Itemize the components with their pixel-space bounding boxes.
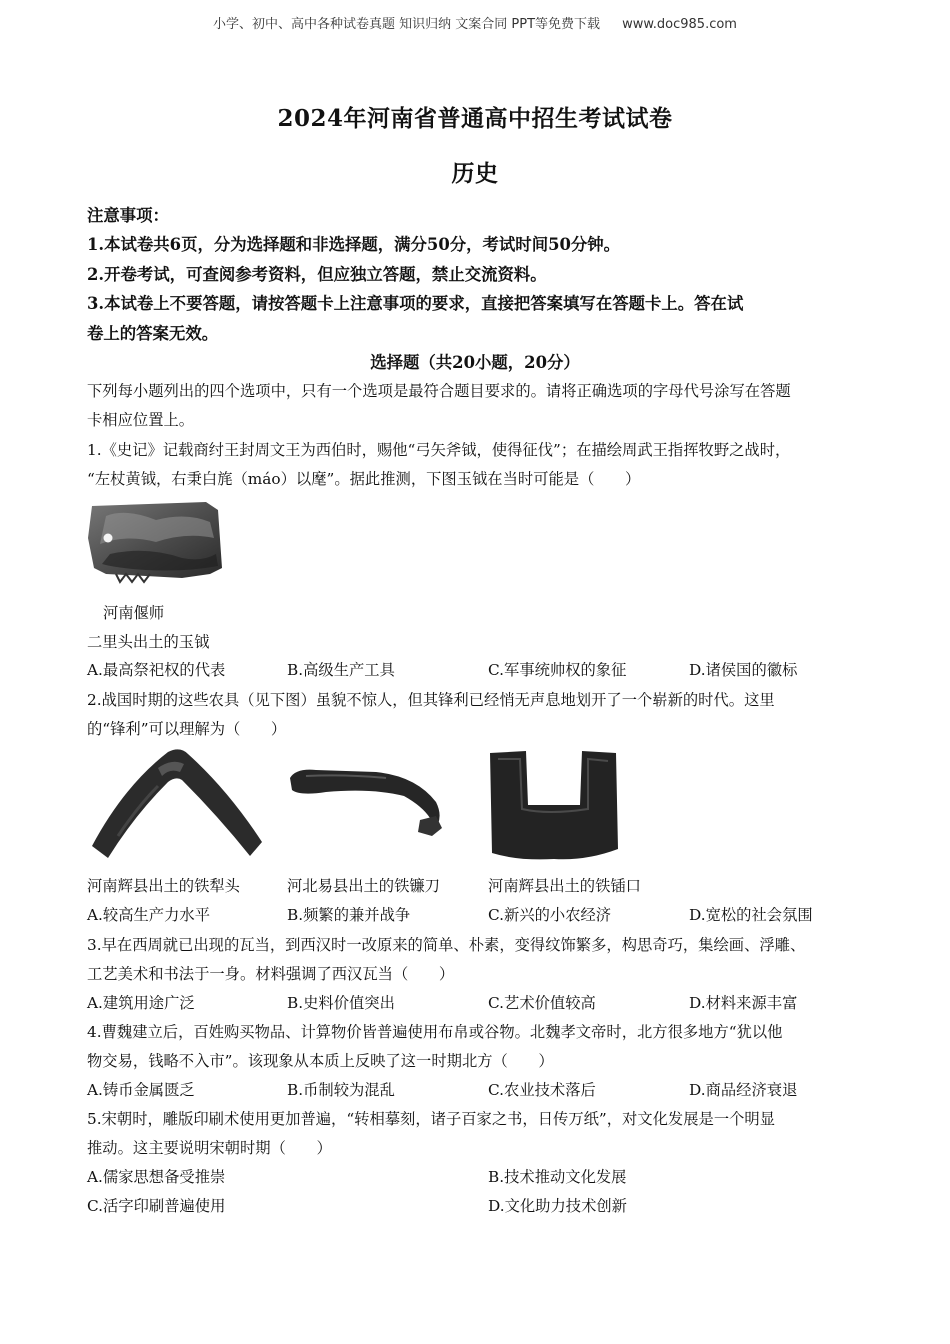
option-a[interactable]: A.建筑用途广泛	[87, 994, 195, 1012]
question-4-text: 4.曹魏建立后，百姓购买物品、计算物价皆普遍使用布帛或谷物。北魏孝文帝时，北方很多地方“犹以他	[87, 1023, 783, 1041]
option-d[interactable]: D.商品经济衰退	[689, 1081, 798, 1099]
section-instruction: 下列每小题列出的四个选项中，只有一个选项是最符合题目要求的。请将正确选项的字母代号涂写在答题	[87, 382, 791, 400]
question-5-text: 5.宋朝时，雕版印刷术使用更加普遍，“转相摹刻，诸子百家之书，日传万纸”，对文化发展是一个明显	[87, 1110, 776, 1128]
image-caption: 河南辉县出土的铁锸口	[488, 877, 641, 895]
notice-heading: 注意事项：	[87, 206, 169, 225]
image-caption: 河南辉县出土的铁犁头	[87, 877, 240, 895]
option-c[interactable]: C.艺术价值较高	[488, 994, 596, 1012]
option-d[interactable]: D.材料来源丰富	[689, 994, 798, 1012]
option-d[interactable]: D.宽松的社会氛围	[689, 906, 813, 924]
option-a[interactable]: A.儒家思想备受推崇	[87, 1168, 226, 1186]
question-2-text: 的“锋利”可以理解为（ ）	[87, 720, 287, 738]
option-c[interactable]: C.活字印刷普遍使用	[87, 1197, 226, 1215]
question-2-text: 2.战国时期的这些农具（见下图）虽貌不惊人，但其锋利已经悄无声息地划开了一个崭新的时代。这里	[87, 691, 775, 709]
question-5-text: 推动。这主要说明宋朝时期（ ）	[87, 1139, 332, 1157]
page-header	[0, 13, 950, 32]
question-4-text: 物交易，钱略不入市”。该现象从本质上反映了这一时期北方（ ）	[87, 1052, 554, 1070]
question-1-text: 1.《史记》记载商纣王封周文王为西伯时，赐他“弓矢斧钺，使得征伐”；在描绘周武王指挥牧野之战时，	[87, 441, 791, 459]
iron-spade-edge-image	[488, 749, 620, 861]
option-c[interactable]: C.军事统帅权的象征	[488, 661, 627, 679]
question-1-text: “左杖黄钺，右秉白旄（máo）以麾”。据此推测，下图玉钺在当时可能是（ ）	[87, 470, 641, 488]
option-a[interactable]: A.最高祭祀权的代表	[87, 661, 226, 679]
notice-item: 3.本试卷上不要答题，请按答题卡上注意事项的要求，直接把答案填写在答题卡上。答在试	[87, 294, 744, 313]
option-b[interactable]: B.史料价值突出	[287, 994, 395, 1012]
header-site-link[interactable]: www.doc985.com	[622, 17, 737, 32]
notice-item: 卷上的答案无效。	[87, 324, 219, 343]
option-c[interactable]: C.农业技术落后	[488, 1081, 596, 1099]
section-instruction: 卡相应位置上。	[87, 411, 195, 429]
question-3-text: 3.早在西周就已出现的瓦当，到西汉时一改原来的简单、朴素，变得纹饰繁多，构思奇巧，集绘画、浮雕、	[87, 936, 806, 954]
image-caption: 河南偃师	[103, 604, 165, 622]
question-3-text: 工艺美术和书法于一身。材料强调了西汉瓦当（ ）	[87, 965, 455, 983]
option-b[interactable]: B.币制较为混乱	[287, 1081, 395, 1099]
notice-item: 2.开卷考试，可查阅参考资料，但应独立答题，禁止交流资料。	[87, 265, 547, 284]
option-c[interactable]: C.新兴的小农经济	[488, 906, 612, 924]
option-a[interactable]: A.铸币金属匮乏	[87, 1081, 195, 1099]
image-caption: 河北易县出土的铁镰刀	[287, 877, 440, 895]
jade-yue-axe-image	[86, 498, 228, 584]
iron-plowshare-image	[88, 746, 266, 860]
exam-title: 2024年河南省普通高中招生考试试卷	[277, 105, 673, 132]
option-d[interactable]: D.文化助力技术创新	[488, 1197, 627, 1215]
option-a[interactable]: A.较高生产力水平	[87, 906, 210, 924]
option-d[interactable]: D.诸侯国的徽标	[689, 661, 798, 679]
header-text: 小学、初中、高中各种试卷真题 知识归纳 文案合同 PPT等免费下载	[213, 17, 601, 32]
notice-item: 1.本试卷共6页，分为选择题和非选择题，满分50分，考试时间50分钟。	[87, 235, 621, 254]
iron-sickle-image	[286, 766, 446, 840]
image-caption: 二里头出土的玉钺	[87, 633, 210, 651]
subject-title: 历史	[451, 160, 499, 187]
option-b[interactable]: B.技术推动文化发展	[488, 1168, 627, 1186]
section-title: 选择题（共20小题，20分）	[370, 353, 580, 372]
option-b[interactable]: B.高级生产工具	[287, 661, 395, 679]
option-b[interactable]: B.频繁的兼并战争	[287, 906, 411, 924]
